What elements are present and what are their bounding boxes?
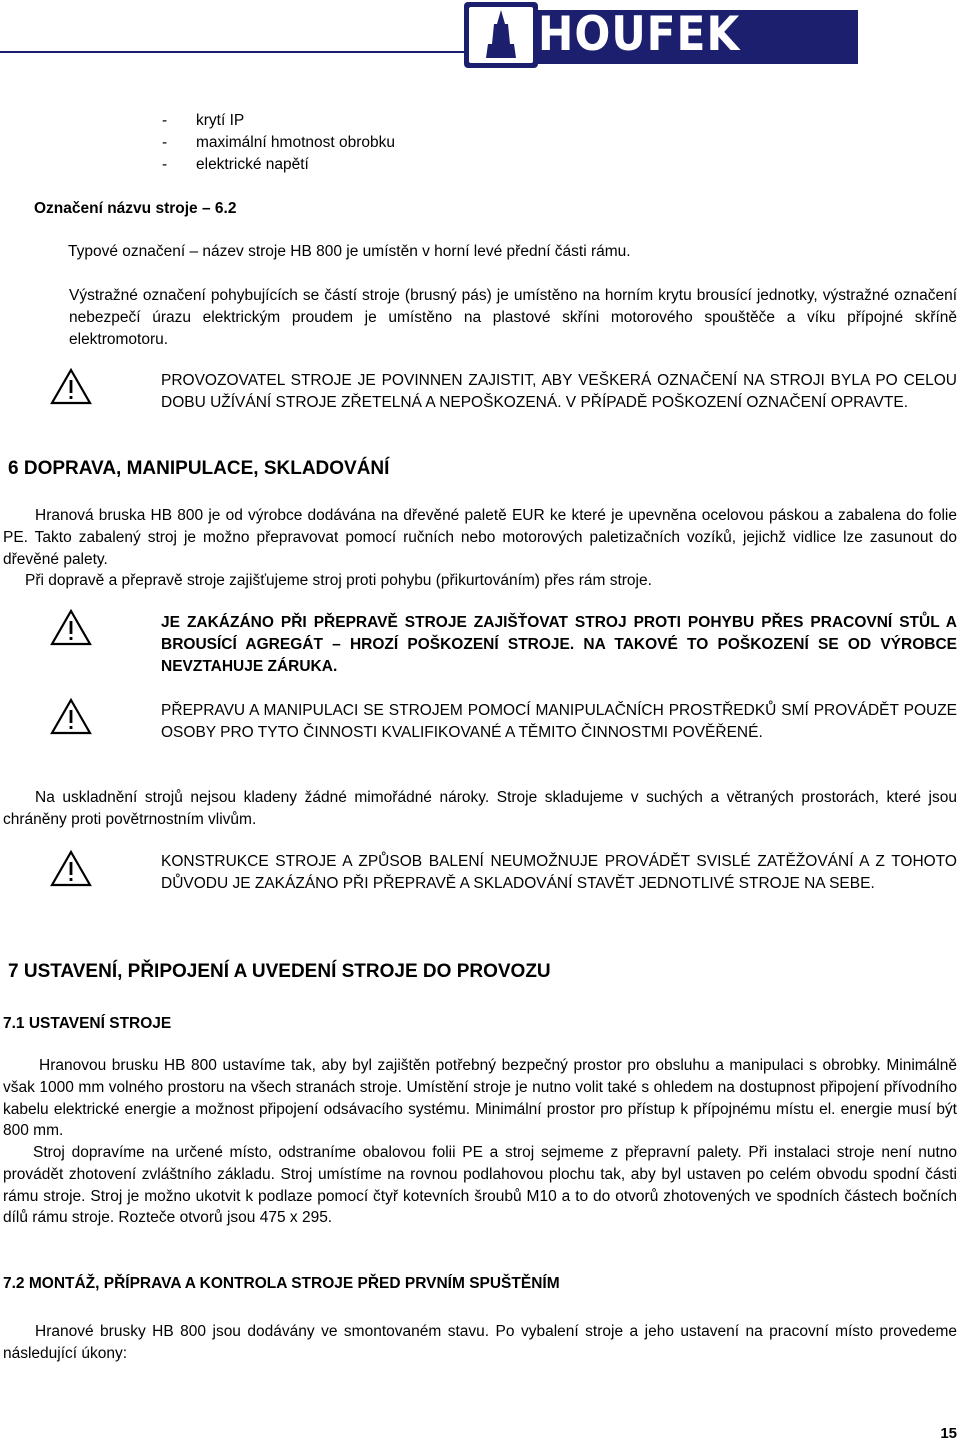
subsection-heading-7-2: 7.2 MONTÁŽ, PŘÍPRAVA A KONTROLA STROJE PŘED PRVNÍM SPUŠTĚNÍM [3, 1275, 560, 1292]
section-heading-6-2: Označení názvu stroje – 6.2 [34, 200, 237, 217]
paragraph-placement: Hranovou brusku HB 800 ustavíme tak, aby byl zajištěn potřebný bezpečný prostor pro obsluhu a manipulaci s obrobky. Minimálně však 1000 mm volného prostoru na všech stranách stroje. Umístění stroje je nutno volit také s ohledem na dostupnost připojení přívodního kabelu elektrické energie a možnost připojení odsávacího systému. Minimální prostor pro přístup k přípojnému místu el. energie musí být 800 mm. [3, 1057, 957, 1140]
warning-triangle-icon [50, 850, 92, 888]
header-rule [0, 51, 468, 53]
paragraph-storage: Na uskladnění strojů nejsou kladeny žádné mimořádné nároky. Stroje skladujeme v suchých a větraných prostorách, které jsou chráněny proti povětrnostním vlivům. [3, 789, 957, 828]
warning-transport-fixing: JE ZAKÁZÁNO PŘI PŘEPRAVĚ STROJE ZAJIŠŤOVAT STROJ PROTI POHYBU PŘES PRACOVNÍ STŮL A BROUSÍCÍ AGREGÁT – HROZÍ POŠKOZENÍ STROJE. NA TAKOVÉ TO POŠKOZENÍ SE OD VÝROBCE NEVZTAHUJE ZÁRUKA. [161, 614, 957, 675]
warning-triangle-icon [50, 698, 92, 736]
list-item: - elektrické napětí [162, 156, 309, 173]
list-item: - maximální hmotnost obrobku [162, 134, 396, 151]
warning-triangle-icon [50, 368, 92, 406]
section-heading-7: 7 USTAVENÍ, PŘIPOJENÍ A UVEDENÍ STROJE DO PROVOZU [8, 961, 551, 982]
warning-triangle-icon [50, 609, 92, 647]
spec-list [162, 110, 395, 176]
warning-markings: PROVOZOVATEL STROJE JE POVINNEN ZAJISTIT, ABY VEŠKERÁ OZNAČENÍ NA STROJI BYLA PO CELOU DOBU UŽÍVÁNÍ STROJE ZŘETELNÁ A NEPOŠKOZENÁ. V PŘÍPADĚ POŠKOZENÍ OZNAČENÍ OPRAVTE. [161, 372, 957, 411]
paragraph-vystrazne: Výstražné označení pohybujících se částí stroje (brusný pás) je umístěno na horním krytu brousící jednotky, výstražné označení nebezpečí úrazu elektrickým proudem je umístěno na plastové skříni motorového spouštěče a víku přípojné skříně elektromotoru. [69, 287, 957, 348]
warning-qualified-handling: PŘEPRAVU A MANIPULACI SE STROJEM POMOCÍ MANIPULAČNÍCH PROSTŘEDKŮ SMÍ PROVÁDĚT POUZE OSOBY PRO TYTO ČINNOSTI KVALIFIKOVANÉ A TĚMITO ČINNOSTMI POVĚŘENÉ. [161, 702, 957, 741]
paragraph-strapping: Při dopravě a přepravě stroje zajišťujeme stroj proti pohybu (přikurtováním) přes rám stroje. [25, 572, 652, 589]
list-item: - krytí IP [162, 112, 245, 129]
page-number: 15 [940, 1425, 957, 1442]
paragraph-transport: Hranová bruska HB 800 je od výrobce dodávána na dřevěné paletě EUR ke které je upevněna ocelovou páskou a zabalena do folie PE. Takto zabalený stroj je možno přepravovat pomocí ručních nebo motorových paletizačních vozíků, jejichž vidlice lze zasunout do dřevěné palety. [3, 507, 957, 568]
warning-stacking: KONSTRUKCE STROJE A ZPŮSOB BALENÍ NEUMOŽNUJE PROVÁDĚT SVISLÉ ZATĚŽOVÁNÍ A Z TOHOTO DŮVODU JE ZAKÁZÁNO PŘI PŘEPRAVĚ A SKLADOVÁNÍ STAVĚT JEDNOTLIVÉ STROJE NA SEBE. [161, 853, 957, 892]
brand-name: HOUFEK [538, 7, 741, 62]
paragraph-typove: Typové označení – název stroje HB 800 je umístěn v horní levé přední části rámu. [68, 243, 631, 260]
section-heading-6: 6 DOPRAVA, MANIPULACE, SKLADOVÁNÍ [8, 458, 390, 479]
paragraph-installation: Stroj dopravíme na určené místo, odstraníme obalovou folii PE a stroj sejmeme z přepravní palety. Při instalaci stroje není nutno provádět zhotovení zvláštního základu. Stroj umístíme na rovnou podlahovou plochu tak, aby byl ustaven po celém obvodu spodní části rámu stroje. Stroj je možno ukotvit k podlaze pomocí čtyř kotevních šroubů M10 a to do otvorů zhotovených ve spodních částech bočních dílů rámu stroje. Rozteče otvorů jsou 475 x 295. [3, 1144, 957, 1227]
paragraph-assembly: Hranové brusky HB 800 jsou dodávány ve smontovaném stavu. Po vybalení stroje a jeho ustavení na pracovní místo provedeme následující úkony: [3, 1323, 957, 1362]
subsection-heading-7-1: 7.1 USTAVENÍ STROJE [3, 1015, 172, 1032]
